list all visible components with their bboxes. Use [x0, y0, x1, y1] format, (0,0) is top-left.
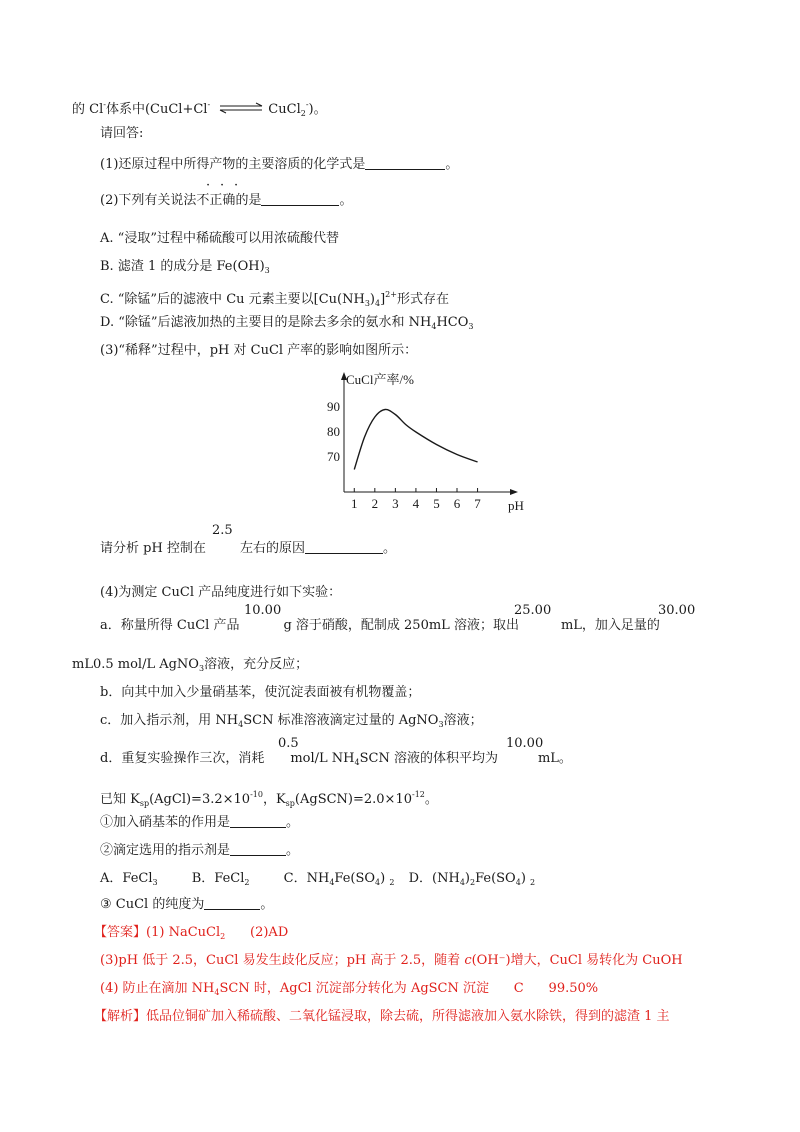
ksp-line	[100, 786, 438, 813]
step-b: b．向其中加入少量硝基苯，使沉淀表面被有机物覆盖；	[100, 685, 421, 700]
question-3b	[100, 540, 396, 558]
question-1-text: (1)还原过程中所得产物的主要溶质的化学式是	[100, 157, 366, 172]
indicator-choices	[100, 870, 535, 892]
option-label: D.	[100, 315, 115, 330]
ksp-sup1: -10	[250, 790, 263, 799]
intro-suffix: )。	[308, 102, 327, 117]
q3b-prefix: 请分析 pH 控制在	[100, 541, 206, 556]
mass-value: 10.00	[244, 603, 282, 618]
question-2-text-a: (2)下列有关说法	[100, 193, 197, 208]
option-text: “除锰”后的滤液中 Cu 元素主要以[Cu(NH	[117, 292, 365, 307]
sq1-end: 。	[286, 815, 300, 830]
answer-l3: (4) 防止在滴加 NH	[100, 981, 215, 996]
prompt: 请回答:	[100, 126, 144, 141]
sq2-text: ②滴定选用的指示剂是	[100, 843, 231, 858]
step-d-p4: mL。	[537, 751, 572, 766]
intro-sup2: -	[207, 100, 211, 109]
question-4: (4)为测定 CuCl 产品纯度进行如下实验：	[100, 585, 342, 600]
option-mid: ]	[380, 292, 386, 307]
ksp-p1: 已知 K	[100, 792, 140, 807]
y-tick-label: 80	[327, 424, 340, 439]
option-sub: 3	[264, 266, 270, 275]
step-d-p1: d．重复实验操作三次，消耗	[100, 751, 265, 766]
question-2-end: 。	[339, 193, 353, 208]
q3b-suffix: 左右的原因	[239, 541, 305, 556]
option-text: “浸取”过程中稀硫酸可以用浓硫酸代替	[117, 231, 339, 246]
ksp-p4: (AgSCN)=2.0×10	[294, 792, 412, 807]
step-a	[100, 617, 660, 635]
option-text: 滤渣 1 的成分是 Fe(OH)	[117, 259, 265, 274]
choice-c: C．$NH_4Fe(SO_4)$ $_2$	[283, 871, 395, 887]
question-3: (3)“稀释”过程中，pH 对 CuCl 产率的影响如图所示：	[100, 343, 418, 358]
option-d	[100, 314, 474, 336]
intro-sup: -	[103, 100, 106, 109]
answer-blank	[230, 842, 286, 856]
option-text: “除锰”后滤液加热的主要目的是除去多余的氨水和 NH	[118, 315, 432, 330]
sub-question-1	[100, 814, 299, 832]
option-tail: 形式存在	[396, 292, 449, 307]
sq1-text: ①加入硝基苯的作用是	[100, 815, 231, 830]
answer-l2-c: c	[464, 953, 472, 968]
option-label: A.	[100, 231, 114, 246]
option-sub: 4	[431, 322, 437, 331]
q3b-end: 。	[382, 541, 396, 556]
step-c-text: c．加入指示剂，用 NH	[100, 713, 239, 728]
question-2-text-b: 的是	[235, 193, 262, 208]
step-c-sub2: 3	[438, 720, 444, 729]
question-2	[100, 192, 352, 210]
option-label: B.	[100, 259, 114, 274]
option-sub: 3	[364, 299, 370, 308]
emphasis-dot: ·	[220, 178, 225, 193]
sq3-text: ③ CuCl 的纯度为	[100, 897, 205, 912]
volume-value: 25.00	[514, 603, 552, 618]
x-axis-label: pH	[508, 498, 524, 513]
step-a-continued	[72, 656, 308, 678]
analysis-text: 低品位铜矿加入稀硫酸、二氧化锰浸取，除去硫，所得滤液加入氨水除铁，得到的滤渣 1 主	[146, 1009, 670, 1024]
agno3-volume-value: 30.00	[658, 603, 696, 618]
analysis-line	[94, 1008, 670, 1026]
answer-l2-b: (OH⁻)增大，CuCl 易转化为 CuOH	[471, 953, 683, 968]
intro-sup3: -	[305, 100, 309, 109]
answer-l1-sub: 2	[220, 932, 226, 941]
step-a2-text: mL0.5 mol/L AgNO	[72, 657, 199, 672]
step-c-tail: 溶液；	[443, 713, 483, 728]
concentration-value: 0.5	[278, 736, 299, 751]
analysis-tag: 【解析】	[94, 1009, 147, 1024]
choice-d: D．$(NH_4)_2Fe(SO_4)$ $_2$	[408, 871, 536, 887]
option-label: C.	[100, 292, 114, 307]
step-d-p2: mol/L NH	[290, 751, 355, 766]
answer-l3-sub: 4	[214, 988, 220, 997]
question-1-end: 。	[445, 157, 459, 172]
answer-blank	[365, 156, 445, 170]
step-c-sub: 4	[238, 720, 244, 729]
answer-l3-b: SCN 时，AgCl 沉淀部分转化为 AgSCN 沉淀 C 99.50%	[219, 981, 599, 996]
option-sup: 2+	[385, 290, 397, 299]
intro-prefix: 的 Cl	[72, 102, 104, 117]
step-a-p1: a．称量所得 CuCl 产品	[100, 618, 240, 633]
step-c	[100, 712, 483, 734]
ph-value: 2.5	[212, 523, 233, 538]
step-d-sub: 4	[354, 758, 360, 767]
answer-l2-a: (3)pH 低于 2.5，CuCl 易发生歧化反应；pH 高于 2.5，随着	[100, 953, 465, 968]
ksp-p2: (AgCl)=3.2×10	[149, 792, 251, 807]
y-tick-label: 70	[327, 449, 340, 464]
step-a2-tail: 溶液，充分反应；	[204, 657, 309, 672]
answer-blank	[305, 540, 383, 554]
sq2-end: 。	[286, 843, 300, 858]
yield-ph-chart	[327, 362, 530, 522]
option-c	[100, 286, 449, 313]
ksp-sup2: -12	[412, 790, 425, 799]
x-tick-label: 5	[433, 496, 440, 511]
answer-tag: 【答案】	[94, 925, 147, 940]
ksp-p3: ，K	[262, 792, 286, 807]
choice-a: A．FeCl$_3$	[100, 871, 158, 887]
equilibrium-arrow-icon	[218, 102, 264, 114]
step-a-p3: mL，加入足量的	[560, 618, 660, 633]
intro-line	[72, 96, 327, 123]
sub-question-2	[100, 842, 299, 860]
step-a2-sub: 3	[198, 664, 205, 673]
x-tick-label: 6	[453, 496, 461, 511]
answer-l1: (1) NaCuCl	[146, 925, 221, 940]
ksp-sub1: sp	[139, 799, 150, 808]
titrant-volume-value: 10.00	[506, 736, 544, 751]
intro-mid: 体系中(CuCl+Cl	[105, 102, 208, 117]
x-tick-label: 2	[371, 496, 379, 511]
yield-curve	[354, 409, 477, 469]
ksp-p5: 。	[424, 792, 438, 807]
step-a-p2: g 溶于硝酸，配制成 250mL 溶液；取出	[283, 618, 519, 633]
option-mid: )	[369, 292, 375, 307]
choice-b: B．FeCl$_2$	[191, 871, 250, 887]
emphasis-text: 不正确	[196, 193, 236, 208]
intro-sub: 2	[300, 109, 306, 118]
emphasis-dot: ·	[206, 178, 211, 193]
step-c-mid: SCN 标准溶液滴定过量的 AgNO	[243, 713, 439, 728]
y-tick-label: 90	[327, 399, 340, 414]
option-a	[100, 230, 339, 248]
sub-question-3	[100, 896, 273, 914]
answer-line-1	[94, 924, 288, 946]
answer-line-3	[100, 980, 598, 1002]
option-sub: 4	[375, 299, 381, 308]
question-1	[100, 156, 458, 174]
x-tick-label: 4	[412, 496, 420, 511]
answer-blank	[230, 814, 286, 828]
step-d-p3: SCN 溶液的体积平均为	[359, 751, 498, 766]
intro-product: CuCl	[268, 102, 301, 117]
option-tail: HCO	[436, 315, 469, 330]
x-tick-label: 3	[392, 496, 399, 511]
option-sub: 3	[468, 322, 474, 331]
x-tick-label: 7	[474, 496, 481, 511]
x-axis-arrow-icon	[510, 489, 518, 495]
option-b	[100, 258, 270, 280]
step-d	[100, 750, 572, 772]
y-axis-label: CuCl产率/%	[346, 372, 414, 387]
sq3-end: 。	[260, 897, 274, 912]
answer-l1-b: (2)AD	[225, 925, 289, 940]
ksp-sub2: sp	[285, 799, 295, 808]
answer-blank	[261, 192, 339, 206]
emphasis-dot: ·	[234, 178, 239, 193]
answer-line-2	[100, 952, 683, 970]
x-tick-label: 1	[351, 496, 358, 511]
answer-blank	[204, 896, 260, 910]
